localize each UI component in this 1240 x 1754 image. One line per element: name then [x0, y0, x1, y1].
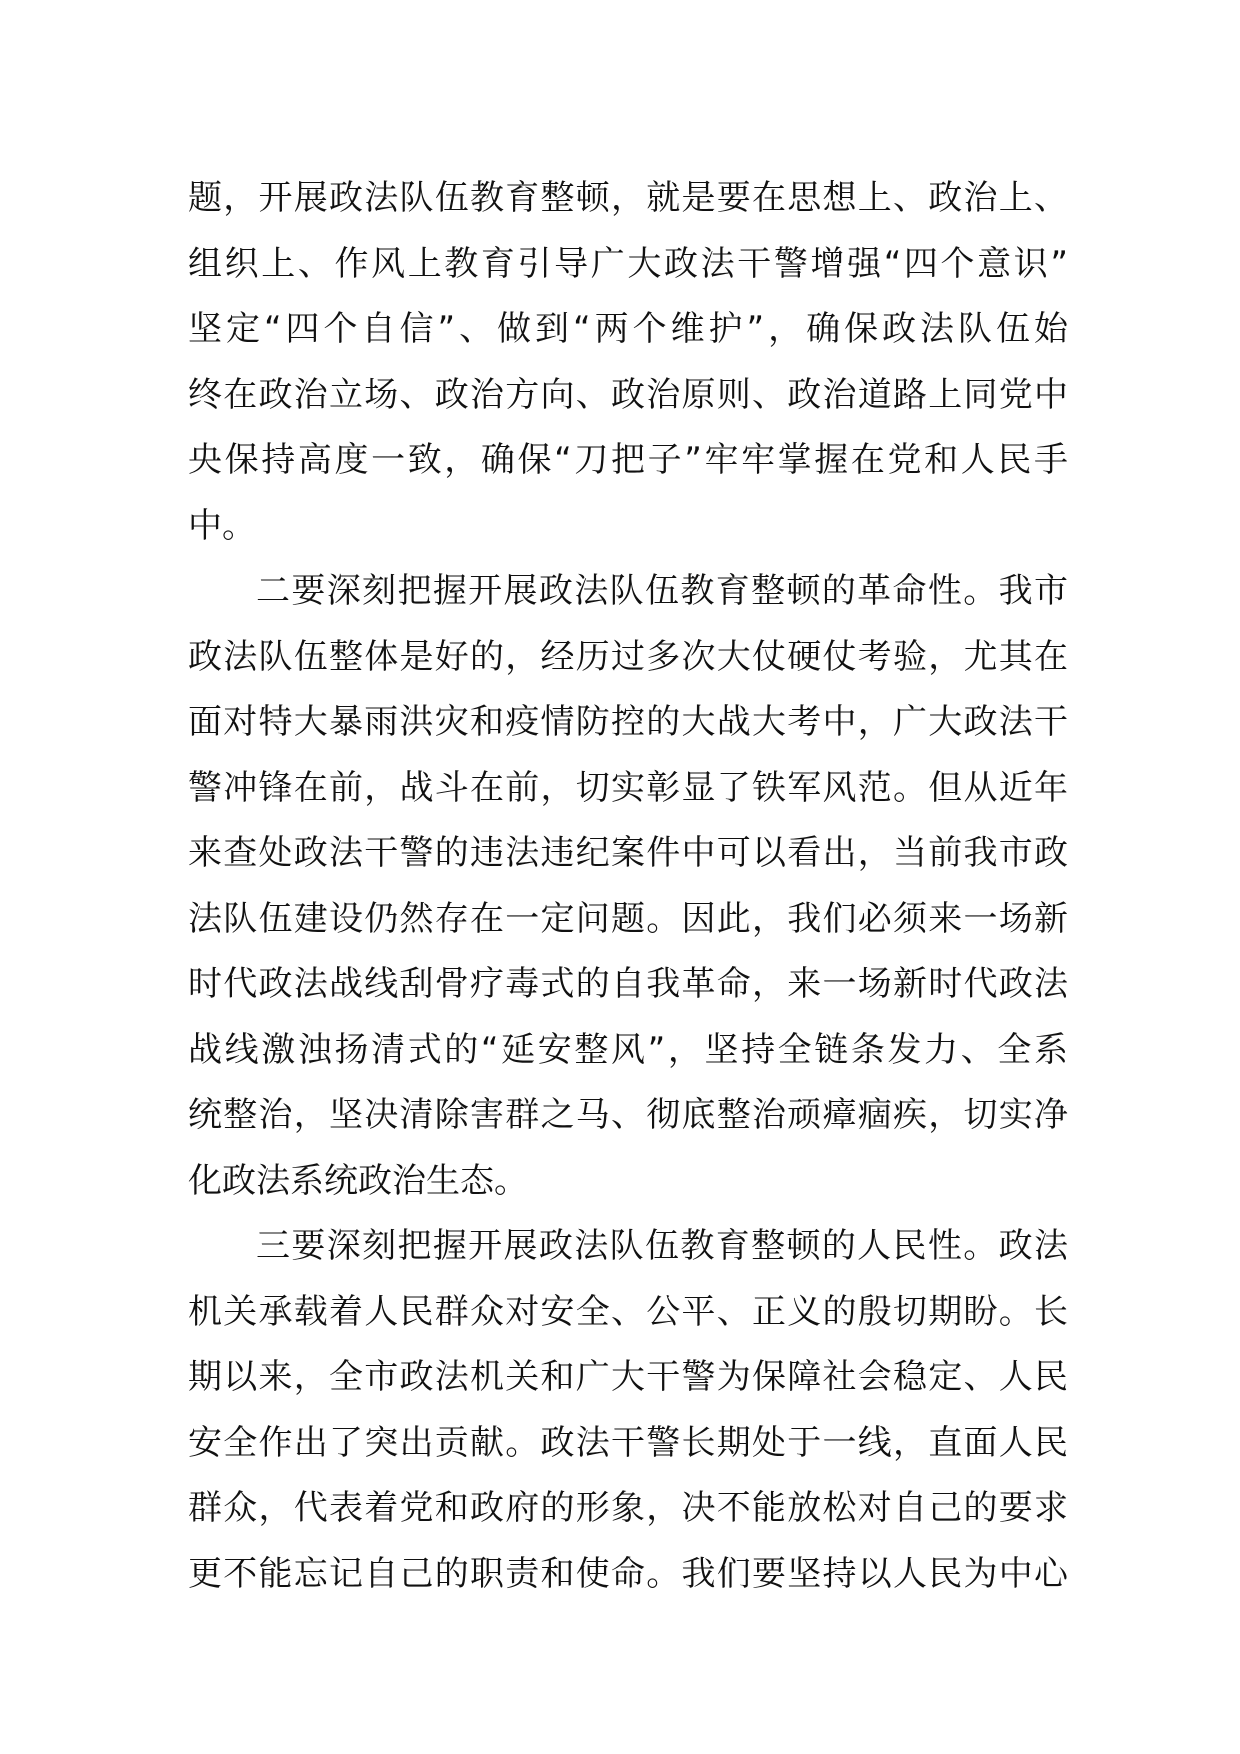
text-line: 安全作出了突出贡献。政法干警长期处于一线，直面人民 — [188, 1422, 1068, 1463]
paragraph-first-line: 二要深刻把握开展政法队伍教育整顿的革命性。我市 — [256, 571, 1068, 611]
text-line: 政法队伍整体是好的，经历过多次大仗硬仗考验，尤其在 — [188, 636, 1068, 677]
text-line: 终在政治立场、政治方向、政治原则、政治道路上同党中 — [188, 374, 1068, 415]
text-line: 来查处政法干警的违法违纪案件中可以看出，当前我市政 — [188, 833, 1068, 873]
text-line: 化政法系统政治生态。 — [188, 1160, 528, 1201]
text-line: 警冲锋在前，战斗在前，切实彰显了铁军风范。但从近年 — [188, 767, 1068, 808]
text-line: 机关承载着人民群众对安全、公平、正义的殷切期盼。长 — [188, 1291, 1068, 1332]
text-line: 法队伍建设仍然存在一定问题。因此，我们必须来一场新 — [188, 898, 1068, 939]
text-line: 题，开展政法队伍教育整顿，就是要在思想上、政治上、 — [188, 178, 1068, 218]
text-line: 群众，代表着党和政府的形象，决不能放松对自己的要求 — [188, 1488, 1068, 1528]
text-line: 更不能忘记自己的职责和使命。我们要坚持以人民为中心 — [188, 1553, 1068, 1594]
text-line: 中。 — [188, 505, 256, 546]
text-line: 坚定“四个自信”、做到“两个维护”，确保政法队伍始 — [188, 309, 1068, 349]
text-line: 面对特大暴雨洪灾和疫情防控的大战大考中，广大政法干 — [188, 702, 1068, 742]
text-line: 统整治，坚决清除害群之马、彻底整治顽瘴痼疾，切实净 — [188, 1095, 1068, 1135]
body-text — [188, 166, 1068, 1607]
paragraph-first-line: 三要深刻把握开展政法队伍教育整顿的人民性。政法 — [256, 1226, 1068, 1266]
text-line: 期以来，全市政法机关和广大干警为保障社会稳定、人民 — [188, 1357, 1068, 1397]
text-line: 时代政法战线刮骨疗毒式的自我革命，来一场新时代政法 — [188, 964, 1068, 1004]
text-line: 央保持高度一致，确保“刀把子”牢牢掌握在党和人民手 — [188, 440, 1068, 480]
text-line: 战线激浊扬清式的“延安整风”，坚持全链条发力、全系 — [188, 1029, 1068, 1070]
text-line: 组织上、作风上教育引导广大政法干警增强“四个意识” — [188, 243, 1068, 284]
